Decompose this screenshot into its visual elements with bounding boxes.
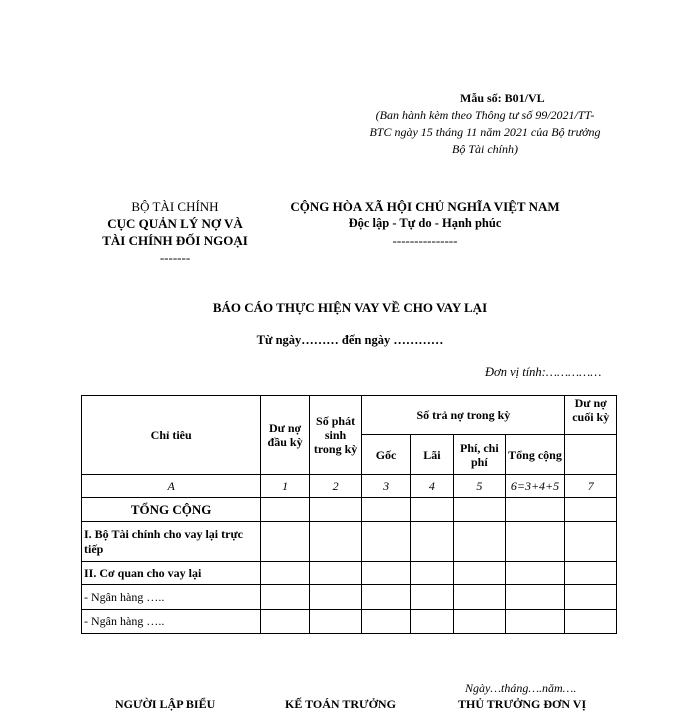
signer-preparer: NGƯỜI LẬP BIỂU — [115, 697, 216, 711]
header-closing-blank — [565, 435, 617, 475]
index-cell: 3 — [362, 475, 410, 498]
republic-block — [270, 198, 580, 249]
unit-label: Đơn vị tính:…………… — [485, 365, 602, 379]
table-row — [82, 610, 617, 634]
index-row — [82, 475, 617, 498]
index-cell: 7 — [565, 475, 617, 498]
form-code: Mẫu số: B01/VL — [460, 91, 545, 105]
signature-date: Ngày…tháng….năm…. — [465, 681, 577, 695]
ministry-divider: ------- — [159, 250, 191, 265]
header-opening-balance: Dư nợ đầu kỳ — [261, 396, 309, 475]
form-note-line: (Ban hành kèm theo Thông tư số 99/2021/TT- — [375, 108, 595, 122]
signer-head-of-unit: THỦ TRƯỞNG ĐƠN VỊ — [458, 697, 587, 711]
department-line: TÀI CHÍNH ĐỐI NGOẠI — [102, 233, 248, 248]
index-cell: 6=3+4+5 — [505, 475, 565, 498]
ministry-block — [80, 198, 270, 266]
index-cell: 2 — [309, 475, 362, 498]
report-period: Từ ngày……… đến ngày ………… — [256, 333, 444, 347]
index-cell: 5 — [454, 475, 506, 498]
table-row — [82, 585, 617, 610]
header-incurred: Số phát sinh trong kỳ — [309, 396, 362, 475]
row-label: - Ngân hàng ….. — [82, 610, 261, 634]
row-label: II. Cơ quan cho vay lại — [82, 562, 261, 585]
header-principal: Gốc — [362, 435, 410, 475]
report-title: BÁO CÁO THỰC HIỆN VAY VỀ CHO VAY LẠI — [212, 300, 488, 315]
header-indicator: Chỉ tiêu — [82, 396, 261, 475]
table-row — [82, 562, 617, 585]
header-fees: Phí, chi phí — [454, 435, 506, 475]
form-note-line: BTC ngày 15 tháng 11 năm 2021 của Bộ trưởng — [369, 125, 601, 139]
index-cell: A — [82, 475, 261, 498]
row-label: I. Bộ Tài chính cho vay lại trực tiếp — [82, 522, 261, 562]
header-interest: Lãi — [410, 435, 453, 475]
ministry-line: BỘ TÀI CHÍNH — [131, 199, 219, 214]
republic-divider: --------------- — [392, 233, 458, 248]
table-row — [82, 498, 617, 522]
header-closing-balance: Dư nợ cuối kỳ — [565, 396, 617, 435]
signer-chief-accountant: KẾ TOÁN TRƯỞNG — [285, 697, 396, 711]
table-row — [82, 522, 617, 562]
form-note-line: Bộ Tài chính) — [452, 142, 518, 156]
department-line: CỤC QUẢN LÝ NỢ VÀ — [107, 216, 243, 231]
national-motto: Độc lập - Tự do - Hạnh phúc — [348, 216, 502, 230]
report-table — [81, 395, 617, 634]
header-total: Tổng cộng — [505, 435, 565, 475]
index-cell: 4 — [410, 475, 453, 498]
row-label: - Ngân hàng ….. — [82, 585, 261, 610]
republic-name: CỘNG HÒA XÃ HỘI CHỦ NGHĨA VIỆT NAM — [290, 199, 560, 214]
form-header — [340, 90, 630, 158]
header-repaid-group: Số trả nợ trong kỳ — [362, 396, 565, 435]
index-cell: 1 — [261, 475, 309, 498]
row-label-total: TỔNG CỘNG — [82, 498, 261, 522]
